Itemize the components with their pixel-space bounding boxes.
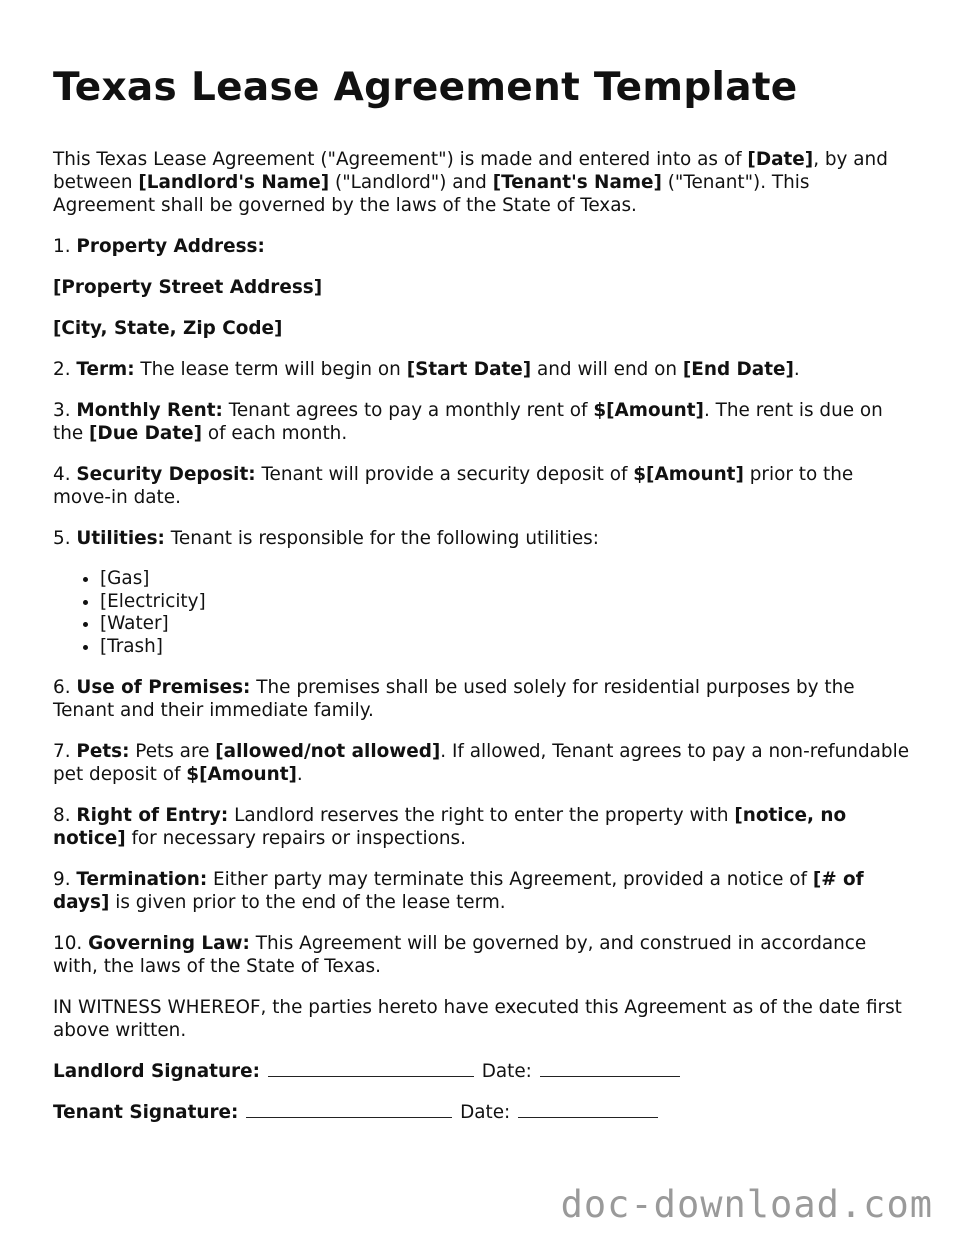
section-text: and will end on [531, 359, 683, 380]
date-label: Date: [460, 1102, 511, 1123]
pet-deposit-placeholder: $[Amount] [186, 764, 297, 785]
section-deposit [53, 463, 913, 509]
section-text: Tenant will provide a security deposit of [255, 464, 634, 485]
intro-text: ("Tenant"). This Agreement shall be governed by the laws of the State of Texas. [53, 172, 810, 216]
tenant-signature-label: Tenant Signature: [53, 1102, 239, 1123]
section-number: 10. [53, 933, 89, 954]
section-label: Use of Premises: [76, 677, 251, 698]
section-term [53, 358, 913, 381]
section-number: 4. [53, 464, 77, 485]
street-placeholder: [Property Street Address] [53, 277, 323, 298]
section-number: 6. [53, 677, 77, 698]
section-text: . [296, 764, 303, 785]
section-text: is given prior to the end of the lease term. [109, 892, 506, 913]
page-title: Texas Lease Agreement Template [53, 65, 798, 110]
section-label: Pets: [76, 741, 130, 762]
property-city [53, 317, 913, 340]
section-rent [53, 399, 913, 445]
section-text: Tenant is responsible for the following utilities: [164, 528, 599, 549]
landlord-signature-label: Landlord Signature: [53, 1061, 260, 1082]
section-text: Pets are [129, 741, 216, 762]
section-premises [53, 676, 913, 722]
days-placeholder: [# of days] [53, 869, 864, 913]
list-item: • [Gas] [100, 568, 913, 591]
section-text: of each month. [202, 423, 348, 444]
section-label: Right of Entry: [76, 805, 229, 826]
section-property [53, 235, 913, 258]
pets-allowed-placeholder: [allowed/not allowed] [215, 741, 441, 762]
section-utilities [53, 527, 913, 550]
section-termination [53, 868, 913, 914]
utilities-list [53, 568, 913, 658]
section-label: Term: [76, 359, 135, 380]
section-label: Utilities: [76, 528, 165, 549]
section-pets [53, 740, 913, 786]
section-label: Property Address: [76, 236, 265, 257]
tenant-name-placeholder: [Tenant's Name] [492, 172, 662, 193]
landlord-signature-line [53, 1060, 913, 1083]
section-label: Governing Law: [88, 933, 250, 954]
section-governing-law [53, 932, 913, 978]
landlord-name-placeholder: [Landlord's Name] [138, 172, 330, 193]
section-text: Tenant agrees to pay a monthly rent of [222, 400, 594, 421]
rent-amount-placeholder: $[Amount] [593, 400, 704, 421]
tenant-signature-line [53, 1101, 913, 1124]
section-number: 3. [53, 400, 77, 421]
section-label: Monthly Rent: [76, 400, 223, 421]
tenant-date-field[interactable] [518, 1101, 658, 1118]
intro-text: ("Landlord") and [329, 172, 493, 193]
tenant-signature-field[interactable] [246, 1101, 452, 1118]
due-date-placeholder: [Due Date] [89, 423, 203, 444]
intro-text: , by and between [53, 149, 888, 193]
section-text: for necessary repairs or inspections. [125, 828, 466, 849]
section-text: . If allowed, Tenant agrees to pay a non-refundable pet deposit of [53, 741, 910, 785]
section-text: . The rent is due on the [53, 400, 883, 444]
section-number: 1. [53, 236, 77, 257]
section-label: Termination: [76, 869, 208, 890]
list-item: • [Electricity] [100, 591, 913, 614]
property-street [53, 276, 913, 299]
section-text: . [793, 359, 800, 380]
date-label: Date: [481, 1061, 532, 1082]
witness-paragraph: IN WITNESS WHEREOF, the parties hereto have executed this Agreement as of the date first above written. [53, 997, 902, 1041]
section-number: 9. [53, 869, 77, 890]
notice-placeholder: [notice, no notice] [53, 805, 847, 849]
intro-text: This Texas Lease Agreement ("Agreement") is made and entered into as of [53, 149, 748, 170]
section-text: The lease term will begin on [134, 359, 407, 380]
section-number: 7. [53, 741, 77, 762]
city-placeholder: [City, State, Zip Code] [53, 318, 283, 339]
deposit-amount-placeholder: $[Amount] [633, 464, 744, 485]
intro-paragraph [53, 148, 913, 217]
section-text: Either party may terminate this Agreement, provided a notice of [207, 869, 813, 890]
document [53, 62, 913, 1142]
landlord-date-field[interactable] [540, 1060, 680, 1077]
section-entry [53, 804, 913, 850]
section-text: prior to the move-in date. [53, 464, 854, 508]
watermark: doc-download.com [560, 1183, 933, 1226]
list-item: • [Trash] [100, 636, 913, 659]
start-date-placeholder: [Start Date] [406, 359, 532, 380]
section-number: 5. [53, 528, 77, 549]
list-item: • [Water] [100, 613, 913, 636]
section-number: 2. [53, 359, 77, 380]
end-date-placeholder: [End Date] [682, 359, 794, 380]
section-number: 8. [53, 805, 77, 826]
section-label: Security Deposit: [76, 464, 256, 485]
date-placeholder: [Date] [747, 149, 814, 170]
section-text: This Agreement will be governed by, and construed in accordance with, the laws of the State of Texas. [53, 933, 867, 977]
landlord-signature-field[interactable] [268, 1060, 474, 1077]
section-text: Landlord reserves the right to enter the property with [228, 805, 735, 826]
section-text: The premises shall be used solely for residential purposes by the Tenant and their immediate family. [53, 677, 855, 721]
